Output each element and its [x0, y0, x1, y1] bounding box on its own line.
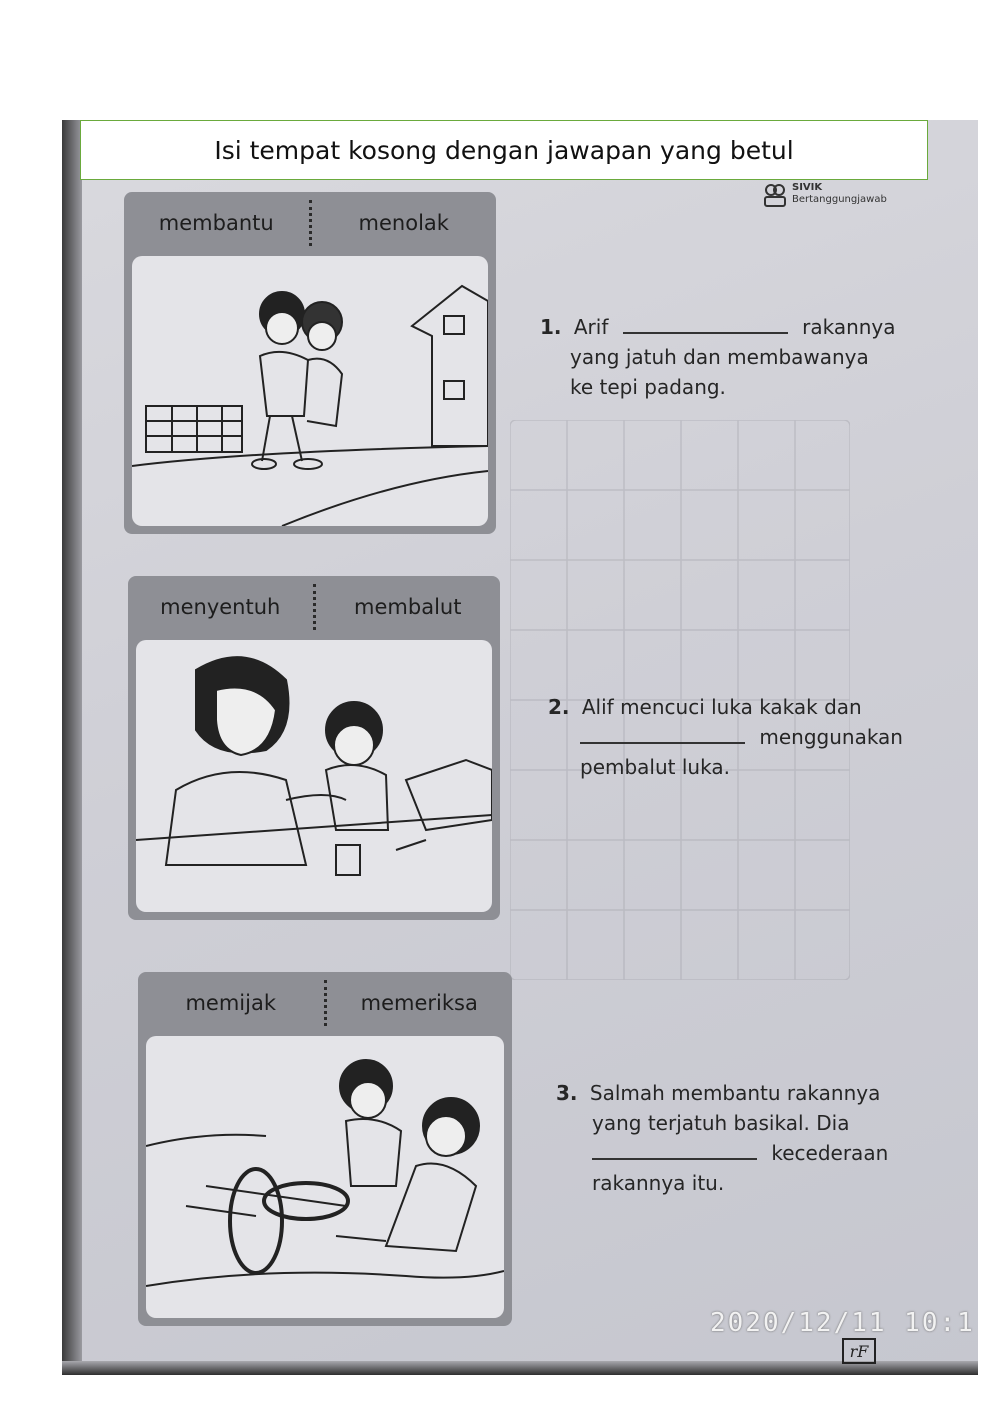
question-text: Alif mencuci luka kakak dan	[581, 695, 862, 719]
word-options-3	[138, 972, 512, 1034]
question-text: menggunakan	[759, 725, 903, 749]
question-number: 3.	[556, 1081, 578, 1105]
illustration-bandaging	[136, 640, 492, 912]
option-word: menyentuh	[160, 595, 281, 619]
question-2	[548, 692, 928, 782]
question-text: yang jatuh dan membawanya	[570, 345, 869, 369]
subject-badge	[762, 182, 887, 208]
option-word: membantu	[158, 211, 274, 235]
word-options-1	[124, 192, 496, 254]
sivik-logo-icon	[762, 182, 788, 208]
option-word: menolak	[358, 211, 449, 235]
answer-blank[interactable]	[623, 316, 788, 334]
answer-blank[interactable]	[592, 1142, 757, 1160]
option-word: memeriksa	[360, 991, 478, 1015]
photo-edge-left	[62, 120, 82, 1375]
answer-blank[interactable]	[580, 726, 745, 744]
word-options-2	[128, 576, 500, 638]
question-text: ke tepi padang.	[570, 375, 726, 399]
badge-theme: Bertanggungjawab	[792, 194, 887, 205]
instruction-box	[80, 120, 928, 180]
question-text: kecederaan	[771, 1141, 889, 1165]
question-3	[556, 1078, 936, 1198]
question-text: Salmah membantu rakannya	[589, 1081, 881, 1105]
option-word: memijak	[185, 991, 277, 1015]
option-word: membalut	[354, 595, 462, 619]
instruction-text: Isi tempat kosong dengan jawapan yang betul	[214, 135, 794, 165]
photo-edge-bottom	[62, 1361, 978, 1375]
picture-panel-2	[128, 576, 500, 920]
picture-panel-1	[124, 192, 496, 534]
question-text: pembalut luka.	[580, 755, 730, 779]
question-number: 1.	[540, 315, 562, 339]
question-text: Arif	[573, 315, 609, 339]
question-number: 2.	[548, 695, 570, 719]
illustration-bicycle-fall	[146, 1036, 504, 1318]
question-text: rakannya itu.	[592, 1171, 725, 1195]
badge-subject: SIVIK	[792, 182, 823, 193]
question-text: rakannya	[802, 315, 896, 339]
question-1	[540, 312, 900, 402]
question-text: yang terjatuh basikal. Dia	[592, 1111, 850, 1135]
page-mark: rF	[842, 1338, 876, 1364]
picture-panel-3	[138, 972, 512, 1326]
photo-timestamp: 2020/12/11 10:1	[710, 1308, 975, 1338]
illustration-helping-friend	[132, 256, 488, 526]
